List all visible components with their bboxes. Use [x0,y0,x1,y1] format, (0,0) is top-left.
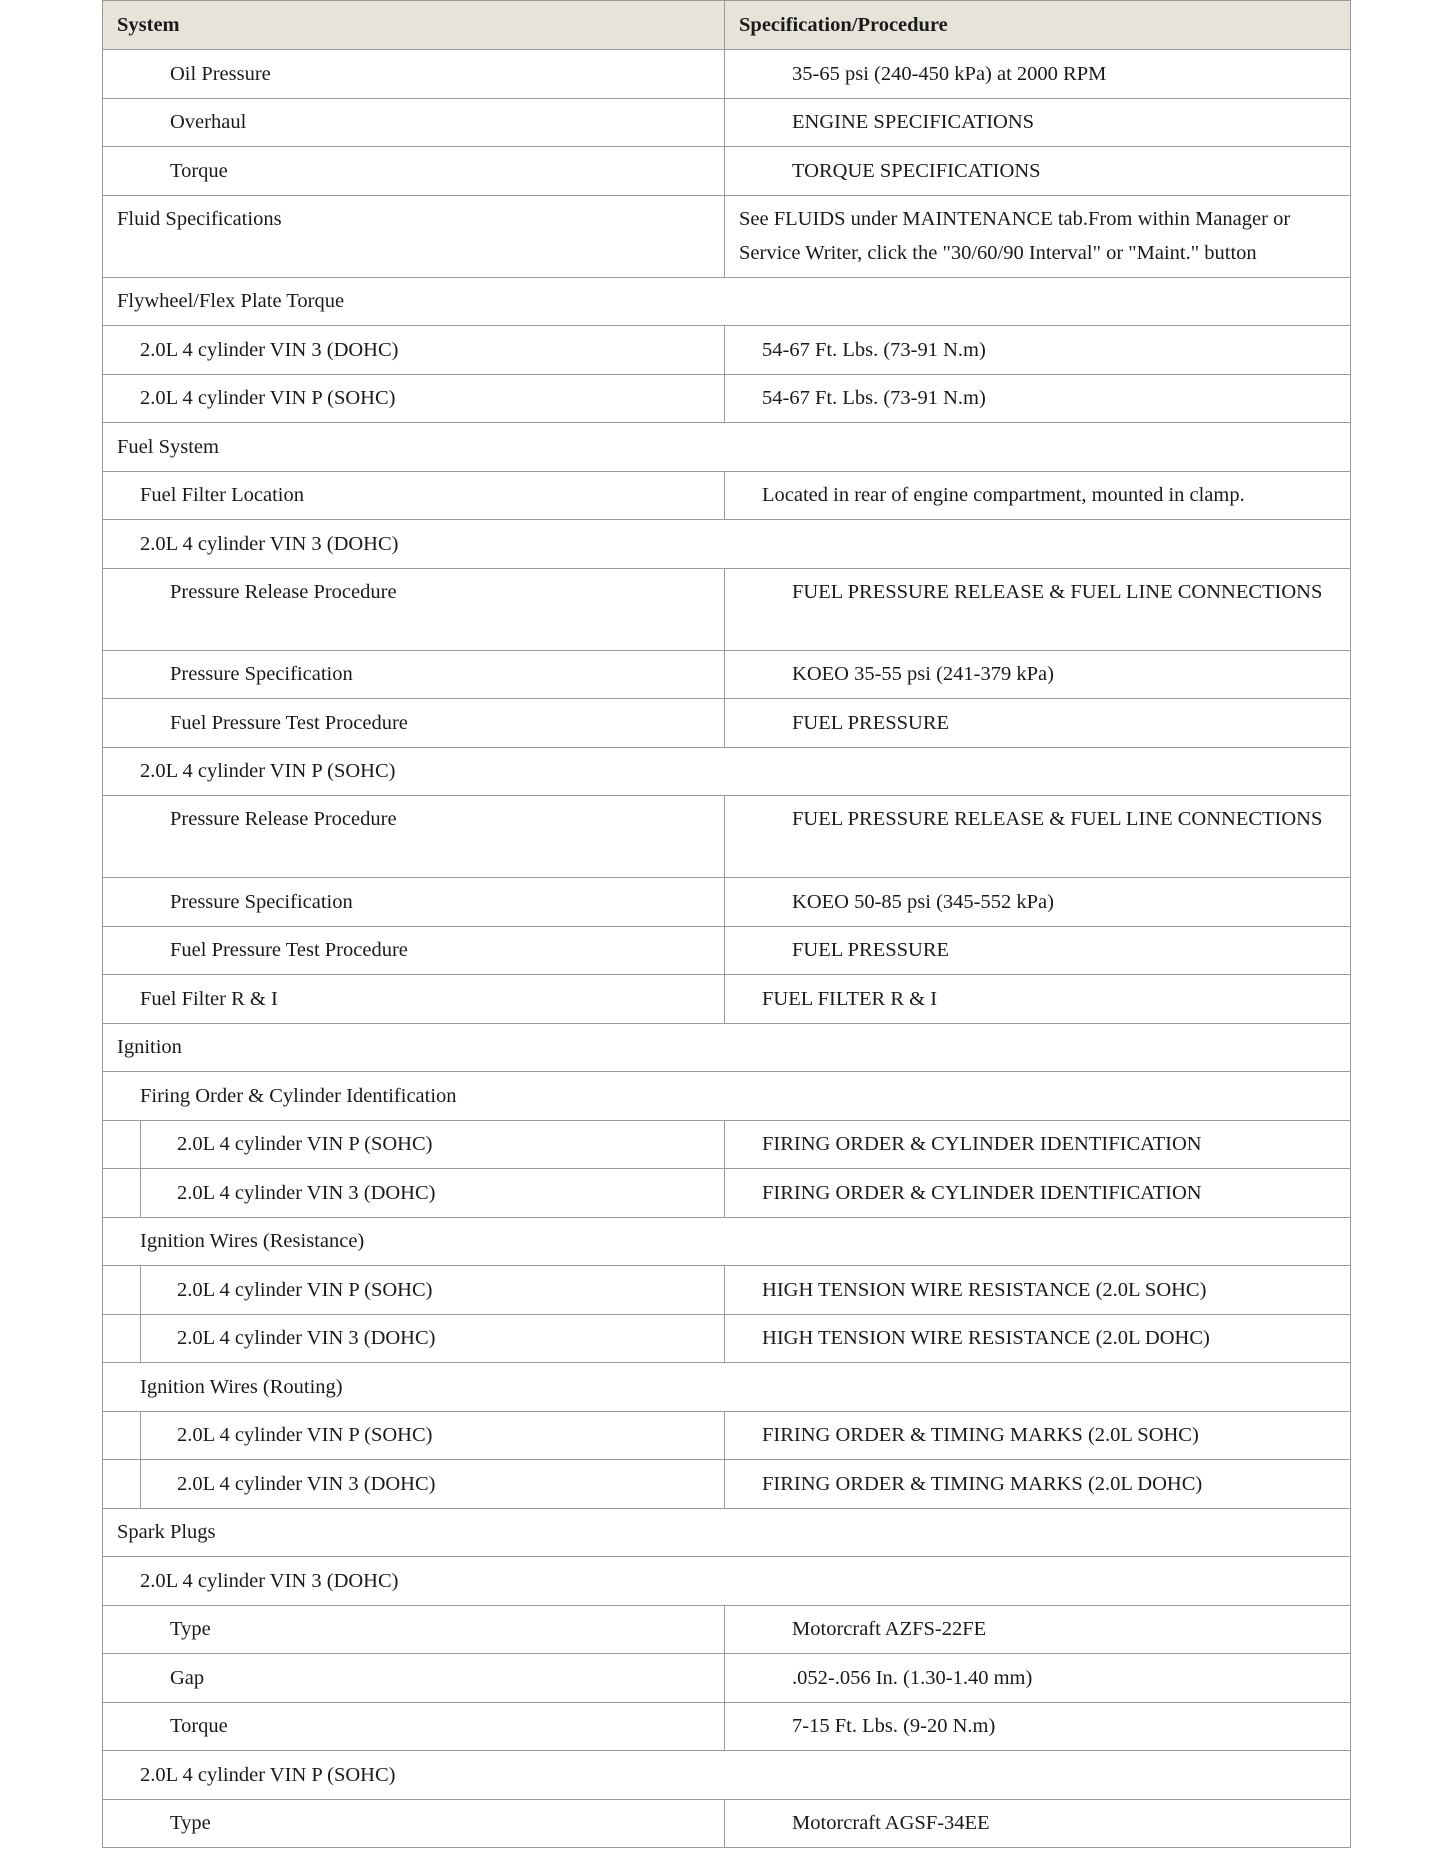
section-heading: Ignition [103,1023,1351,1072]
subsection-row [103,1751,1351,1800]
table-row [103,1702,1351,1751]
subsection-heading: 2.0L 4 cylinder VIN 3 (DOHC) [103,1557,1351,1606]
row-label: Fuel Filter Location [103,471,725,520]
indent-cell [103,1169,141,1218]
table-row [103,926,1351,975]
row-value-link[interactable]: HIGH TENSION WIRE RESISTANCE (2.0L DOHC) [725,1314,1351,1363]
row-label: Pressure Release Procedure [103,796,725,878]
table-row [103,195,1351,277]
table-row [103,471,1351,520]
row-label: 2.0L 4 cylinder VIN 3 (DOHC) [141,1460,725,1509]
table-row [103,699,1351,748]
row-label: Fuel Filter R & I [103,975,725,1024]
row-value-link[interactable]: FUEL PRESSURE [725,699,1351,748]
table-row [103,796,1351,878]
row-label: Pressure Release Procedure [103,568,725,650]
section-heading: Flywheel/Flex Plate Torque [103,277,1351,326]
row-value-link[interactable]: FIRING ORDER & CYLINDER IDENTIFICATION [725,1169,1351,1218]
table-row [103,1266,1351,1315]
row-value-link[interactable]: FIRING ORDER & TIMING MARKS (2.0L DOHC) [725,1460,1351,1509]
row-label: Fuel Pressure Test Procedure [103,926,725,975]
row-value-link[interactable]: FUEL FILTER R & I [725,975,1351,1024]
row-label: 2.0L 4 cylinder VIN P (SOHC) [103,374,725,423]
table-row [103,147,1351,196]
row-value: 7-15 Ft. Lbs. (9-20 N.m) [725,1702,1351,1751]
row-value: 54-67 Ft. Lbs. (73-91 N.m) [725,326,1351,375]
table-row [103,326,1351,375]
row-label: 2.0L 4 cylinder VIN 3 (DOHC) [103,326,725,375]
subsection-row [103,520,1351,569]
specifications-table [102,0,1351,1848]
section-row [103,1023,1351,1072]
table-row [103,878,1351,927]
row-value: .052-.056 In. (1.30-1.40 mm) [725,1654,1351,1703]
row-value: KOEO 35-55 psi (241-379 kPa) [725,650,1351,699]
subsection-row [103,1557,1351,1606]
row-label: Fluid Specifications [103,195,725,277]
row-label: Gap [103,1654,725,1703]
row-value: Located in rear of engine compartment, mounted in clamp. [725,471,1351,520]
row-label: 2.0L 4 cylinder VIN 3 (DOHC) [141,1169,725,1218]
table-row [103,1120,1351,1169]
section-heading: Fuel System [103,423,1351,472]
table-row [103,1799,1351,1848]
subsection-heading: Ignition Wires (Routing) [103,1363,1351,1412]
row-label: Type [103,1799,725,1848]
subsection-row [103,747,1351,796]
table-row [103,1314,1351,1363]
row-label: Pressure Specification [103,650,725,699]
table-row [103,1411,1351,1460]
header-system: System [103,1,725,50]
row-label: 2.0L 4 cylinder VIN P (SOHC) [141,1120,725,1169]
section-heading: Spark Plugs [103,1508,1351,1557]
row-value-link[interactable]: TORQUE SPECIFICATIONS [725,147,1351,196]
indent-cell [103,1120,141,1169]
subsection-row [103,1072,1351,1121]
subsection-heading: 2.0L 4 cylinder VIN 3 (DOHC) [103,520,1351,569]
row-label: 2.0L 4 cylinder VIN 3 (DOHC) [141,1314,725,1363]
section-row [103,277,1351,326]
table-row [103,975,1351,1024]
row-label: 2.0L 4 cylinder VIN P (SOHC) [141,1266,725,1315]
row-value: Motorcraft AGSF-34EE [725,1799,1351,1848]
row-value: See FLUIDS under MAINTENANCE tab.From within Manager or Service Writer, click the "30/60/90 Interval" or "Maint." button [725,195,1351,277]
header-specification: Specification/Procedure [725,1,1351,50]
indent-cell [103,1460,141,1509]
table-row [103,374,1351,423]
row-label: 2.0L 4 cylinder VIN P (SOHC) [141,1411,725,1460]
row-label: Torque [103,147,725,196]
row-label: Overhaul [103,98,725,147]
row-label: Pressure Specification [103,878,725,927]
table-row [103,1460,1351,1509]
row-value: 35-65 psi (240-450 kPa) at 2000 RPM [725,50,1351,99]
table-row [103,1169,1351,1218]
table-header-row [103,1,1351,50]
section-row [103,1508,1351,1557]
row-label: Oil Pressure [103,50,725,99]
subsection-row [103,1363,1351,1412]
row-value: KOEO 50-85 psi (345-552 kPa) [725,878,1351,927]
subsection-row [103,1217,1351,1266]
subsection-heading: Ignition Wires (Resistance) [103,1217,1351,1266]
row-label: Type [103,1605,725,1654]
indent-cell [103,1314,141,1363]
table-row [103,1605,1351,1654]
table-row [103,1654,1351,1703]
indent-cell [103,1411,141,1460]
table-row [103,568,1351,650]
row-value-link[interactable]: FIRING ORDER & TIMING MARKS (2.0L SOHC) [725,1411,1351,1460]
subsection-heading: Firing Order & Cylinder Identification [103,1072,1351,1121]
row-value-link[interactable]: FUEL PRESSURE RELEASE & FUEL LINE CONNECTIONS [725,796,1351,878]
row-value-link[interactable]: FUEL PRESSURE [725,926,1351,975]
table-row [103,650,1351,699]
row-label: Torque [103,1702,725,1751]
subsection-heading: 2.0L 4 cylinder VIN P (SOHC) [103,747,1351,796]
table-row [103,50,1351,99]
row-value-link[interactable]: HIGH TENSION WIRE RESISTANCE (2.0L SOHC) [725,1266,1351,1315]
indent-cell [103,1266,141,1315]
row-value: 54-67 Ft. Lbs. (73-91 N.m) [725,374,1351,423]
row-value-link[interactable]: FIRING ORDER & CYLINDER IDENTIFICATION [725,1120,1351,1169]
row-value-link[interactable]: FUEL PRESSURE RELEASE & FUEL LINE CONNECTIONS [725,568,1351,650]
row-value-link[interactable]: ENGINE SPECIFICATIONS [725,98,1351,147]
row-label: Fuel Pressure Test Procedure [103,699,725,748]
subsection-heading: 2.0L 4 cylinder VIN P (SOHC) [103,1751,1351,1800]
table-row [103,98,1351,147]
row-value: Motorcraft AZFS-22FE [725,1605,1351,1654]
section-row [103,423,1351,472]
